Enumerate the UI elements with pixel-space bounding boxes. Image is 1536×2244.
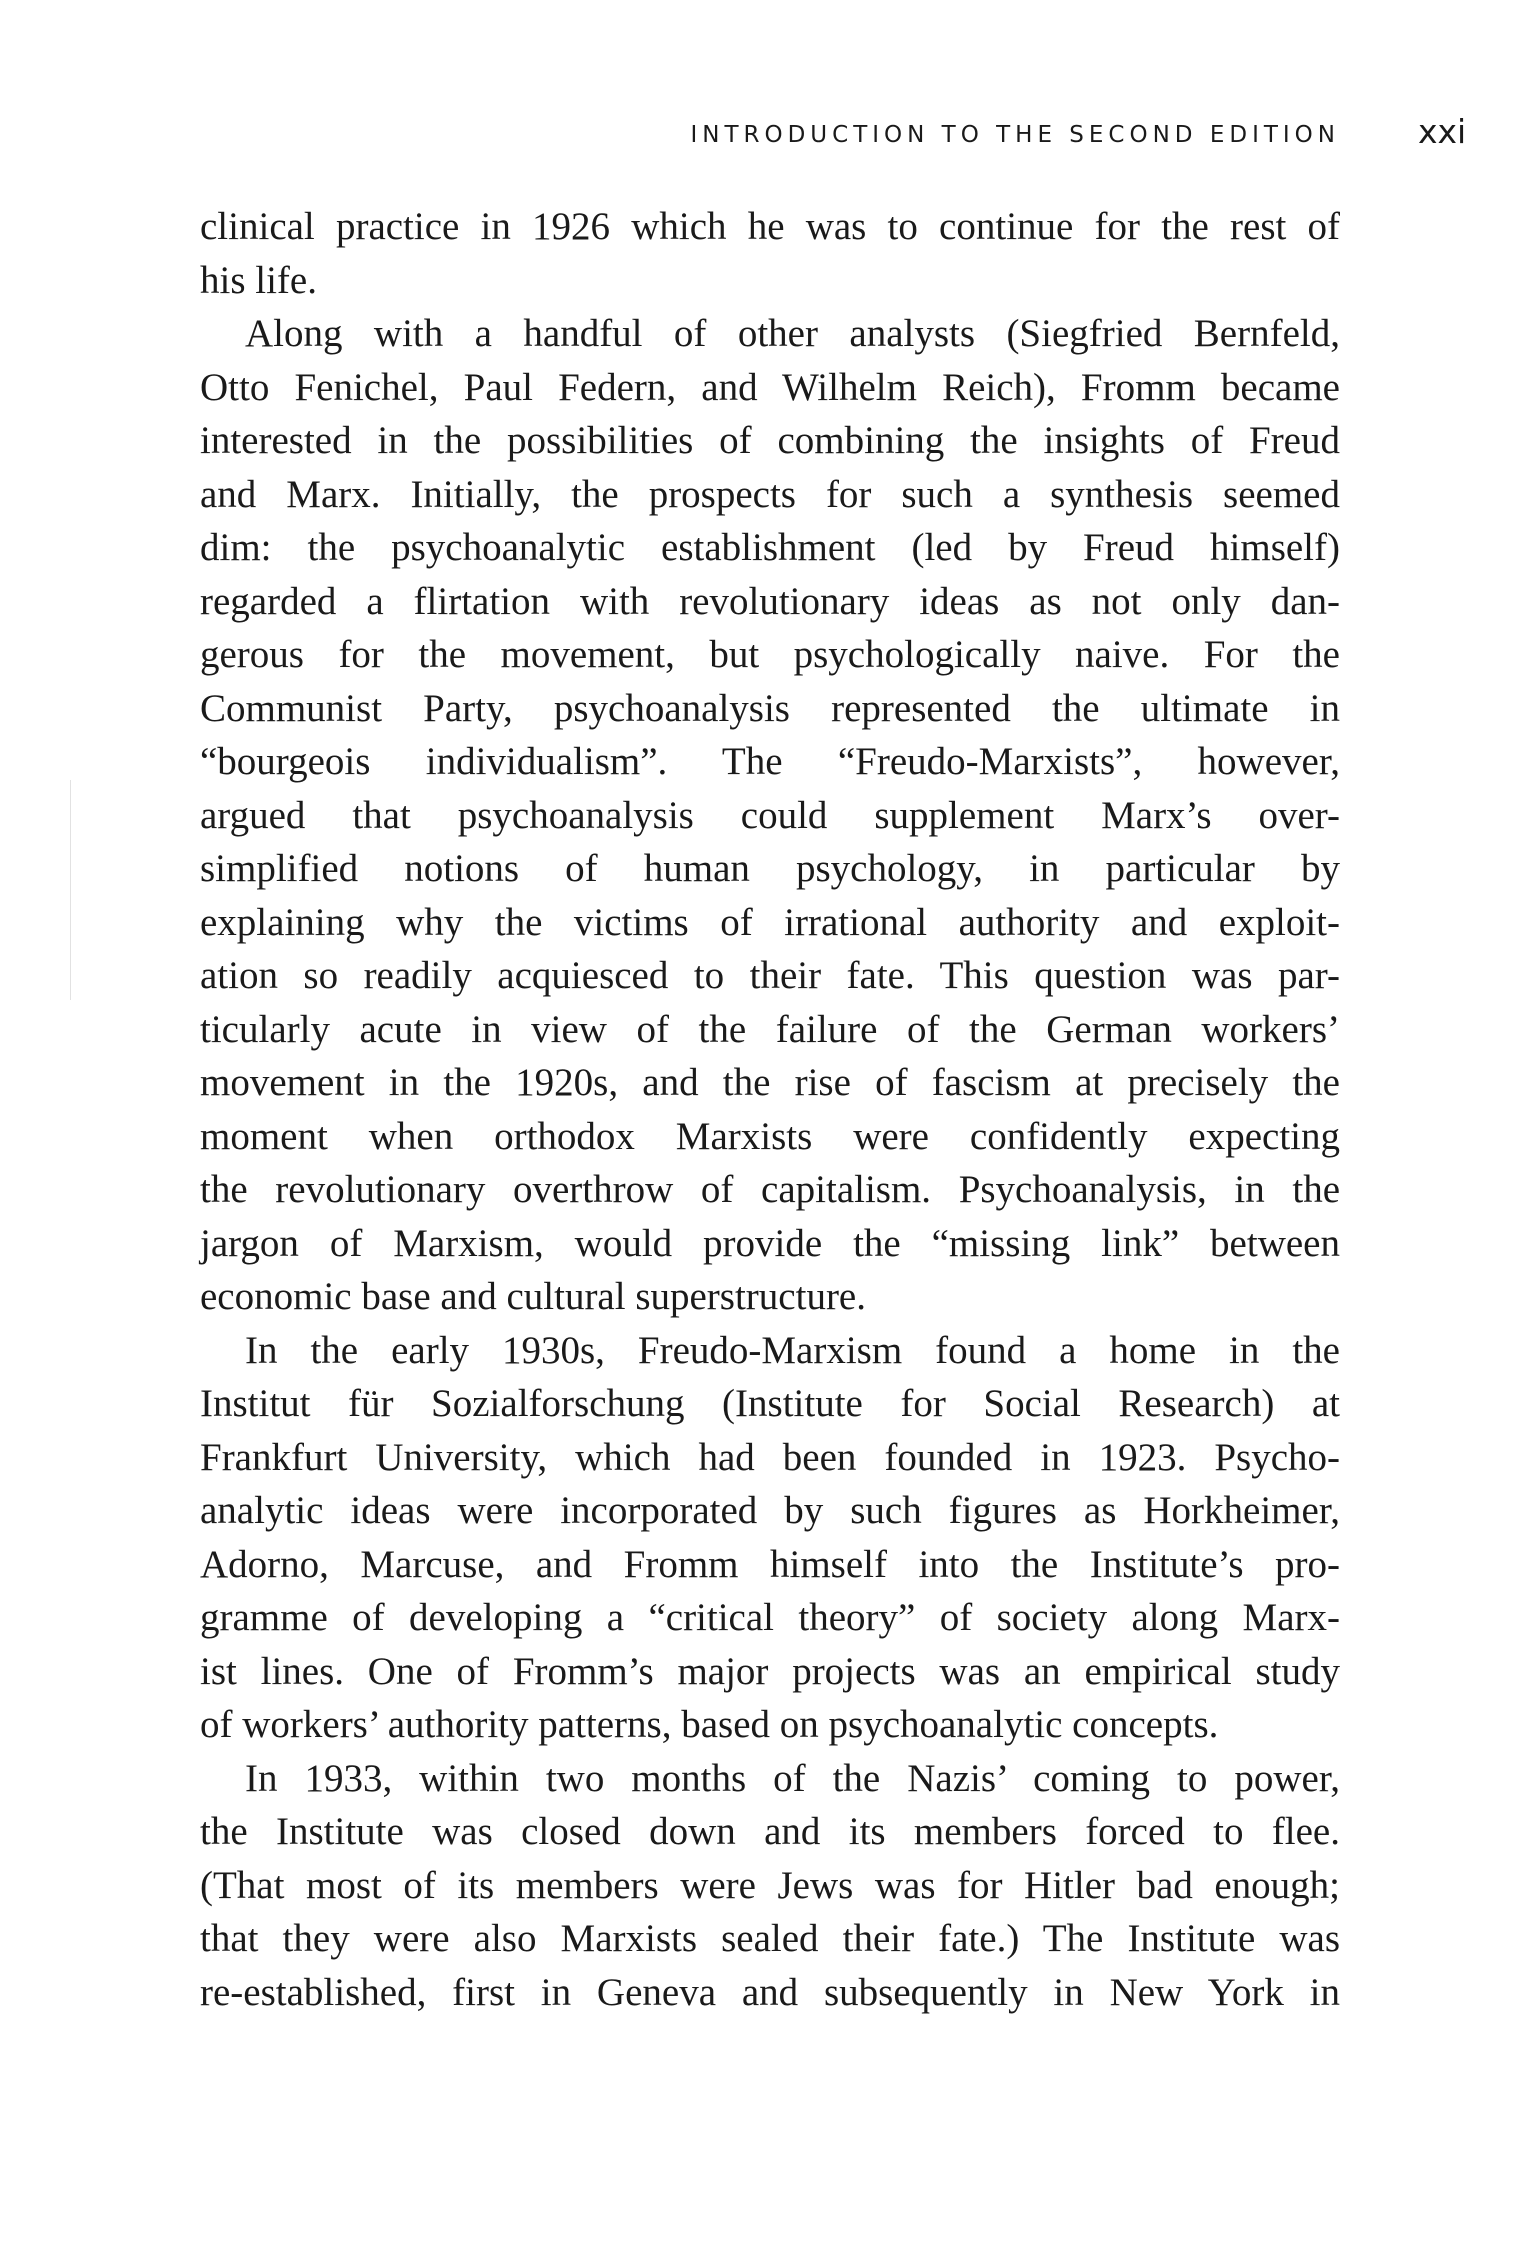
text-line: his life. [200,258,317,302]
text-line: moment when orthodox Marxists were confidently expecting [200,1114,1340,1158]
text-line: Adorno, Marcuse, and Fromm himself into the Institute’s pro- [200,1542,1340,1586]
text-line: simplified notions of human psychology, in particular by [200,847,1340,890]
text-line: jargon of Marxism, would provide the “missing link” between [200,1221,1340,1265]
text-line: Institut für Sozialforschung (Institute for Social Research) at [200,1382,1340,1425]
text-line: movement in the 1920s, and the rise of fascism at precisely the [200,1061,1340,1104]
page-number: xxi [1418,112,1467,151]
text-line: interested in the possibilities of combining the insights of Freud [200,419,1340,462]
text-line: and Marx. Initially, the prospects for such a synthesis seemed [200,472,1340,516]
paragraph [200,307,1340,1324]
text-line: re-established, first in Geneva and subsequently in New York in [200,1970,1340,2014]
paragraph [200,1324,1340,1752]
text-line: Communist Party, psychoanalysis represented the ultimate in [200,686,1340,730]
paragraph [200,200,1340,307]
text-line: ticularly acute in view of the failure of the German workers’ [200,1007,1340,1051]
text-line: In 1933, within two months of the Nazis’ coming to power, [245,1756,1340,1800]
text-line: “bourgeois individualism”. The “Freudo-Marxists”, however, [200,740,1340,783]
running-head: INTRODUCTION TO THE SECOND EDITION [690,122,1340,148]
text-line: explaining why the victims of irrational authority and exploit- [200,900,1340,944]
text-line: dim: the psychoanalytic establishment (led by Freud himself) [200,526,1340,569]
margin-mark [70,780,71,1000]
paragraph [200,1752,1340,2020]
text-line: Frankfurt University, which had been founded in 1923. Psycho- [200,1435,1340,1479]
text-line: the revolutionary overthrow of capitalism. Psychoanalysis, in the [200,1168,1340,1211]
text-line: gramme of developing a “critical theory” of society along Marx- [200,1596,1340,1639]
body-text [200,200,1340,2019]
text-line: (That most of its members were Jews was for Hitler bad enough; [200,1863,1340,1907]
text-line: analytic ideas were incorporated by such figures as Horkheimer, [200,1489,1340,1532]
text-line: argued that psychoanalysis could supplement Marx’s over- [200,793,1340,837]
text-line: Otto Fenichel, Paul Federn, and Wilhelm Reich), Fromm became [200,365,1340,409]
text-line: of workers’ authority patterns, based on psychoanalytic concepts. [200,1703,1219,1746]
text-line: Along with a handful of other analysts (Siegfried Bernfeld, [245,312,1340,355]
text-line: In the early 1930s, Freudo-Marxism found a home in the [245,1328,1340,1372]
text-line: economic base and cultural superstructure. [200,1275,866,1318]
text-line: the Institute was closed down and its members forced to flee. [200,1810,1340,1853]
text-line: ist lines. One of Fromm’s major projects was an empirical study [200,1649,1340,1693]
text-line: that they were also Marxists sealed their fate.) The Institute was [200,1917,1340,1960]
text-line: ation so readily acquiesced to their fate. This question was par- [200,954,1340,997]
text-line: gerous for the movement, but psychologically naive. For the [200,633,1340,676]
text-line: regarded a flirtation with revolutionary ideas as not only dan- [200,579,1340,623]
text-line: clinical practice in 1926 which he was to continue for the rest of [200,205,1340,248]
